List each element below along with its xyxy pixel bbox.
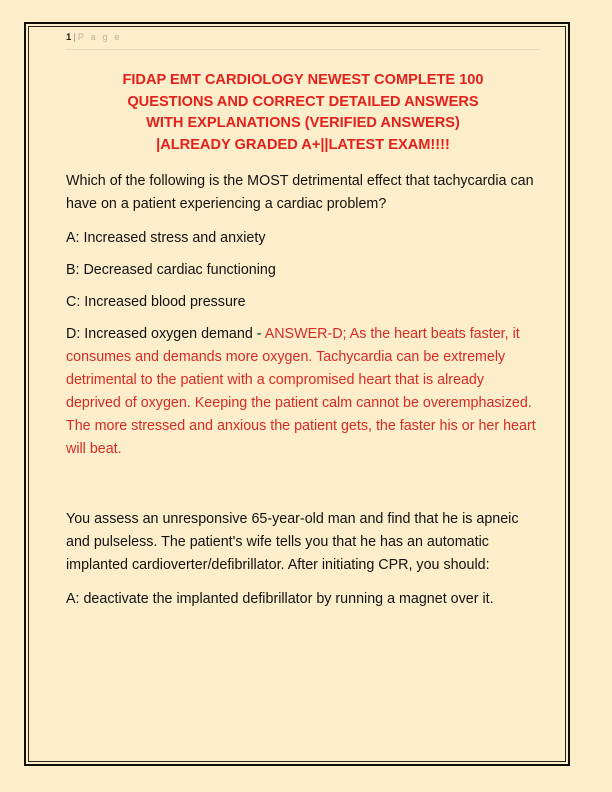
question-1-stem: Which of the following is the MOST detrimental effect that tachycardia can have on a patient experiencing a cardiac problem? xyxy=(66,173,534,212)
title-line-1: FIDAP EMT CARDIOLOGY NEWEST COMPLETE 100 xyxy=(122,72,484,88)
question-2-option-a: A: deactivate the implanted defibrillator by running a magnet over it. xyxy=(66,591,494,607)
header-divider xyxy=(66,49,540,50)
question-1-option-d xyxy=(66,323,540,461)
header-page-label: P a g e xyxy=(77,32,122,42)
title-line-4: |ALREADY GRADED A+||LATEST EXAM!!!! xyxy=(156,136,450,153)
page-content xyxy=(66,30,540,620)
header-separator: | xyxy=(73,32,76,42)
document-title xyxy=(66,70,540,156)
running-header xyxy=(66,30,540,48)
title-line-2: QUESTIONS AND CORRECT DETAILED ANSWERS xyxy=(127,93,479,110)
question-1-answer-explanation: ANSWER-D; As the heart beats faster, it consumes and demands more oxygen. Tachycardia can be extremely detrimental to the patient with a compromised heart that is already deprived of oxygen. Keeping the patient calm cannot be overemphasized. The more stressed and anxious the patient gets, the faster his or her heart will beat. xyxy=(66,326,536,457)
question-2-stem: You assess an unresponsive 65-year-old man and find that he is apneic and pulseless. The patient's wife tells you that he has an automatic implanted cardioverter/defibrillator. After initiating CPR, you should: xyxy=(66,511,519,573)
question-1-option-b: B: Decreased cardiac functioning xyxy=(66,262,276,278)
question-1-option-c: C: Increased blood pressure xyxy=(66,294,246,310)
paragraph-spacer xyxy=(66,470,540,508)
question-1-option-a: A: Increased stress and anxiety xyxy=(66,230,266,246)
page-number: 1 xyxy=(66,32,72,43)
title-line-3: WITH EXPLANATIONS (VERIFIED ANSWERS) xyxy=(146,115,460,131)
question-1-option-d-text: D: Increased oxygen demand - xyxy=(66,326,265,342)
